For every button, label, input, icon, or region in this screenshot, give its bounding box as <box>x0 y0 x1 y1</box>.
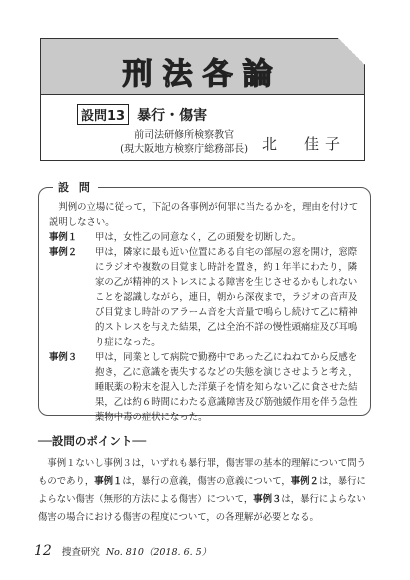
case-text: 甲は，女性乙の同意なく，乙の頭髪を切断した。 <box>95 232 302 243</box>
problem-label: 設 問 <box>53 179 98 195</box>
page-title: 刑法各論 <box>122 57 283 92</box>
author-role-1: 前司法研修所検察教官 <box>134 130 235 141</box>
journal-issue: No. 810（2018. 6. 5） <box>105 547 212 558</box>
author-roles <box>120 129 248 157</box>
header-box <box>40 38 365 161</box>
case-text: 甲は，同業として病院で勤務中であった乙にねねてから反感を抱き，乙に意識を喪失するなどの失態を演じさせようと考え，睡眠薬の粉末を混入した洋菓子を情を知らない乙に食させた結果，乙は約６時間にわたる意識障害及び筋弛緩作用を伴う急性薬物中毒の症状になった。 <box>95 352 358 423</box>
point-text: は，暴行によらない傷害の場合における傷害の程度について，の各理解が必要となる。 <box>38 494 366 523</box>
case-3 <box>49 350 360 425</box>
point-section-body <box>38 455 371 527</box>
point-text: 事例１ないし事例３は，いずれも暴行罪，傷害罪の基本的理解について問うものであり， <box>38 458 366 487</box>
question-title: 暴行・傷害 <box>137 107 208 124</box>
point-bold: 事例３ <box>253 494 282 505</box>
problem-box <box>38 181 371 423</box>
point-bold: 事例１ <box>94 476 123 487</box>
problem-body <box>49 200 360 425</box>
case-label: 事例２ <box>49 247 78 258</box>
question-number-badge: 設問13 <box>77 104 129 125</box>
case-text: 甲は，隣家に最も近い位置にある自宅の部屋の窓を開け，窓際にラジオや複数の目覚まし時計を置き，約１年半にわたり，隣家の乙が精神的ストレスによる障害を生じさせるかもしれないことを認識しながら，連日，朝から深夜まで，ラジオの音声及び目覚まし時計のアラーム音を大音量で鳴らし続けて乙に精神的ストレスを与えた結果，乙は全治不詳の慢性頭痛症及び耳鳴り症になった。 <box>95 247 358 348</box>
point-section-title: ──設問のポイント── <box>38 434 147 448</box>
author-role-2: (現大阪地方検察庁総務部長) <box>120 144 248 155</box>
point-text: は，暴行によらない傷害（無形的方法による傷害）について， <box>38 476 366 505</box>
case-label: 事例３ <box>49 352 78 363</box>
problem-intro: 判例の立場に従って，下記の各事例が何罪に当たるかを，理由を付けて説明しなさい。 <box>49 202 359 228</box>
case-2 <box>49 245 360 350</box>
journal-name: 捜査研究 <box>61 547 100 558</box>
author-name: 北 佳子 <box>261 134 346 153</box>
author-block <box>120 129 346 157</box>
title-band <box>41 39 364 95</box>
point-bold: 事例２ <box>290 476 319 487</box>
page-number: 12 <box>34 543 52 559</box>
page-footer <box>34 543 211 559</box>
case-label: 事例１ <box>49 232 78 243</box>
case-1 <box>49 230 360 245</box>
point-text: は，暴行の意義，傷害の意義について， <box>122 476 291 487</box>
question-heading <box>77 104 207 125</box>
